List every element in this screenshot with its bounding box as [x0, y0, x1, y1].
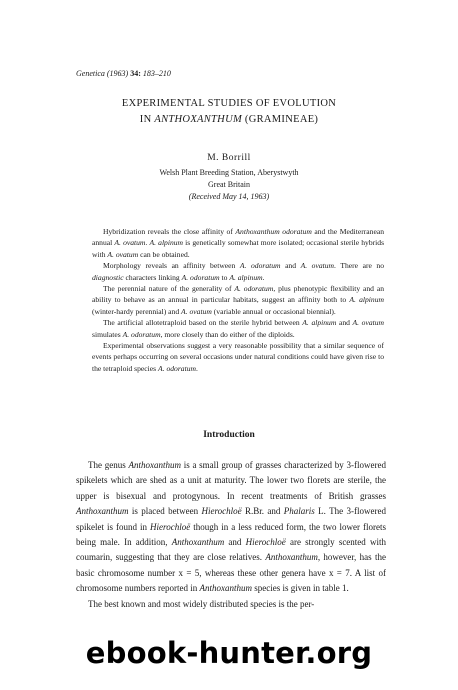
abstract-paragraph: Experimental observations suggest a very reasonable possibility that a similar sequence of events perhaps occurring on several occasions under natural conditions could have given rise to the tetraploid species A. odoratum. [92, 341, 384, 373]
paper-title [0, 96, 458, 128]
abstract-paragraph: Hybridization reveals the close affinity of Anthoxanthum odoratum and the Mediterranean annual A. ovatum. A. alpinum is genetically somewhat more isolated; occasional sterile hybrids with A. ovatum can be obtained. [92, 227, 385, 259]
body-paragraph: The genus Anthoxanthum is a small group of grasses characterized by 3-flowered spikelets which are shed as a unit at maturity. The lower two florets are sterile, the upper is bisexual and protogynous. In recent treatments of British grasses Anthoxanthum is placed between Hierochloë R.Br. and Phalaris L. The 3-flowered spikelet is found in Hierochloë though in a less reduced form, the two lower florets being male. In addition, Anthoxanthum and Hierochloë are strongly scented with coumarin, suggesting that they are close relatives. Anthoxanthum, however, has the basic chromosome number x = 5, whereas these other genera have x = 7. A list of chromosome numbers reported in Anthoxanthum species is given in table 1. [76, 460, 387, 594]
introduction-body [76, 458, 386, 612]
author-name: M. Borrill [207, 153, 251, 163]
section-heading-introduction: Introduction [203, 430, 255, 440]
journal-name: Genetica [76, 69, 105, 78]
title-genus: ANTHOXANTHUM [154, 114, 242, 125]
author-institution: Welsh Plant Breeding Station, Aberystwyth [159, 168, 299, 177]
author-country: Great Britain [208, 180, 250, 189]
received-date: (Received May 14, 1963) [188, 192, 270, 201]
abstract [92, 226, 384, 374]
journal-pages: 183–210 [142, 69, 171, 78]
abstract-paragraph: The perennial nature of the generality of A. odoratum, plus phenotypic flexibility and an ability to behave as an annual in particular habitats, suggest an affinity both to A. alpinum (winter-hardy perennial) and A. ovatum (variable annual or occasional biennial). [92, 284, 385, 316]
author-block [0, 152, 458, 203]
title-line-2: IN ANTHOXANTHUM (GRAMINEAE) [139, 114, 319, 125]
title-line-1: EXPERIMENTAL STUDIES OF EVOLUTION [121, 98, 337, 109]
body-paragraph: The best known and most widely distributed species is the per- [88, 598, 315, 609]
journal-citation [76, 69, 171, 78]
journal-year: (1963) [106, 69, 129, 78]
abstract-paragraph: The artificial allotetraploid based on the sterile hybrid between A. alpinum and A. ovatum simulates A. odoratum, more closely than do either of the diploids. [92, 318, 385, 339]
watermark-text: ebook-hunter.org [85, 636, 373, 670]
abstract-paragraph: Morphology reveals an affinity between A. odoratum and A. ovatum. There are no diagnostic characters linking A. odoratum to A. alpinum. [92, 261, 385, 282]
journal-volume: 34: [130, 69, 141, 78]
